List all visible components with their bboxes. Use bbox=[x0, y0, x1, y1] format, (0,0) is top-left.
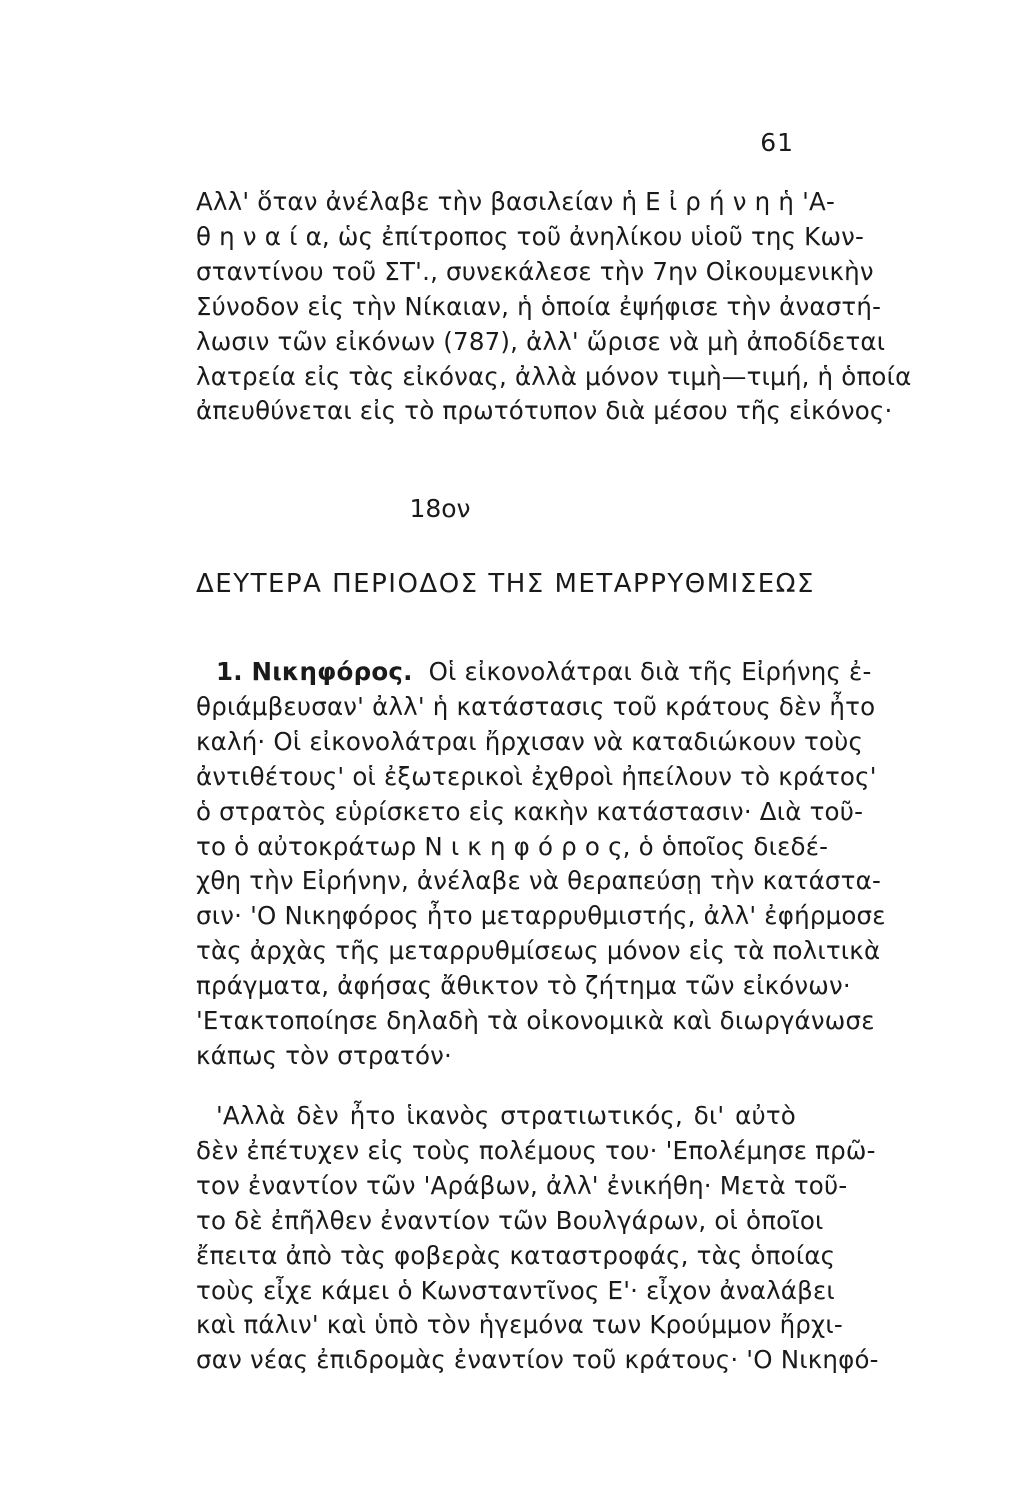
text-line: ἀπευθύνεται εἰς τὸ πρωτότυπον διὰ μέσου τῆς εἰκόνος· bbox=[196, 396, 893, 426]
text-line: 'Αλλὰ δὲν ἦτο ἱκανὸς στρατιωτικός, δι' αὐτὸ bbox=[216, 1101, 796, 1130]
page-number: 61 bbox=[760, 128, 794, 157]
text-line: καλή· Οἱ εἰκονολάτραι ἤρχισαν νὰ καταδιώκουν τοὺς bbox=[196, 726, 864, 756]
text-line: κάπως τὸν στρατόν· bbox=[196, 1040, 453, 1070]
text-line: σαν νέας ἐπιδρομὰς ἐναντίον τοῦ κράτους· 'Ο Νικηφό- bbox=[196, 1345, 879, 1375]
text-line: τον ἐναντίον τῶν 'Αράβων, ἀλλ' ἐνικήθη· Μετὰ τοῦ- bbox=[196, 1170, 848, 1200]
text-line: λωσιν τῶν εἰκόνων (787), ἀλλ' ὥρισε νὰ μὴ ἀποδίδεται bbox=[196, 326, 886, 356]
text-line: θ η ν α ί α, ὡς ἐπίτροπος τοῦ ἀνηλίκου υἱοῦ της Κων- bbox=[196, 221, 865, 251]
text-line: πράγματα, ἀφήσας ἄθικτον τὸ ζήτημα τῶν εἰκόνων· bbox=[196, 971, 851, 1001]
text-line: θριάμβευσαν' ἀλλ' ἡ κατάστασις τοῦ κράτους δὲν ἦτο bbox=[196, 691, 876, 721]
section-heading: 1. Νικηφόρος. bbox=[216, 657, 413, 686]
text-line: λατρεία εἰς τὰς εἰκόνας, ἀλλὰ μόνον τιμὴ—τιμή, ἡ ὁποία bbox=[196, 361, 912, 391]
text-line: σταντίνου τοῦ ΣΤ'., συνεκάλεσε τὴν 7ην Οἰκουμενικὴν bbox=[196, 256, 874, 286]
text-line: το δὲ ἐπῆλθεν ἐναντίον τῶν Βουλγάρων, οἱ ὁποῖοι bbox=[196, 1205, 824, 1235]
text-line: ἀντιθέτους' οἱ ἐξωτερικοὶ ἐχθροὶ ἠπείλουν τὸ κράτος' bbox=[196, 761, 877, 791]
section-paragraph bbox=[196, 655, 886, 1074]
text-line: σιν· 'Ο Νικηφόρος ἦτο μεταρρυθμιστής, ἀλλ' ἐφήρμοσε bbox=[196, 901, 886, 931]
chapter-title: ΔΕΥΤΕΡΑ ΠΕΡΙΟΔΟΣ ΤΗΣ ΜΕΤΑΡΡΥΘΜΙΣΕΩΣ bbox=[196, 569, 815, 599]
text-line: τοὺς εἶχε κάμει ὁ Κωνσταντῖνος Ε'· εἶχον ἀναλάβει bbox=[196, 1275, 835, 1305]
chapter-number: 18ον bbox=[409, 494, 471, 523]
text-line: Σύνοδον εἰς τὴν Νίκαιαν, ἡ ὁποία ἐψήφισε τὴν ἀναστή- bbox=[196, 291, 882, 321]
text-line: ὁ στρατὸς εὑρίσκετο εἰς κακὴν κατάστασιν· Διὰ τοῦ- bbox=[196, 796, 864, 826]
text-line: ἔπειτα ἀπὸ τὰς φοβερὰς καταστροφάς, τὰς ὁποίας bbox=[196, 1240, 836, 1270]
final-paragraph bbox=[196, 1099, 879, 1378]
text-line: 'Ετακτοποίησε δηλαδὴ τὰ οἰκονομικὰ καὶ διωργάνωσε bbox=[196, 1006, 875, 1036]
section-first-line bbox=[196, 655, 872, 690]
text-line: το ὁ αὐτοκράτωρ Ν ι κ η φ ό ρ ο ς, ὁ ὁποῖος διεδέ- bbox=[196, 831, 829, 861]
section-first-line-text: Οἱ εἰκονολάτραι διὰ τῆς Εἰρήνης ἐ- bbox=[428, 657, 872, 686]
text-line: τὰς ἀρχὰς τῆς μεταρρυθμίσεως μόνον εἰς τὰ πολιτικὰ bbox=[196, 936, 881, 966]
text-line: χθη τὴν Εἰρήνην, ἀνέλαβε νὰ θεραπεύσῃ τὴν κατάστα- bbox=[196, 866, 882, 896]
text-line: καὶ πάλιν' καὶ ὑπὸ τὸν ἡγεμόνα των Κρούμμον ἤρχι- bbox=[196, 1310, 843, 1340]
text-line: δὲν ἐπέτυχεν εἰς τοὺς πολέμους του· 'Επολέμησε πρῶ- bbox=[196, 1135, 876, 1165]
text-line: Αλλ' ὅταν ἀνέλαβε τὴν βασιλείαν ἡ Ε ἰ ρ ή ν η ἡ 'Α- bbox=[196, 187, 836, 216]
intro-paragraph bbox=[196, 185, 912, 429]
